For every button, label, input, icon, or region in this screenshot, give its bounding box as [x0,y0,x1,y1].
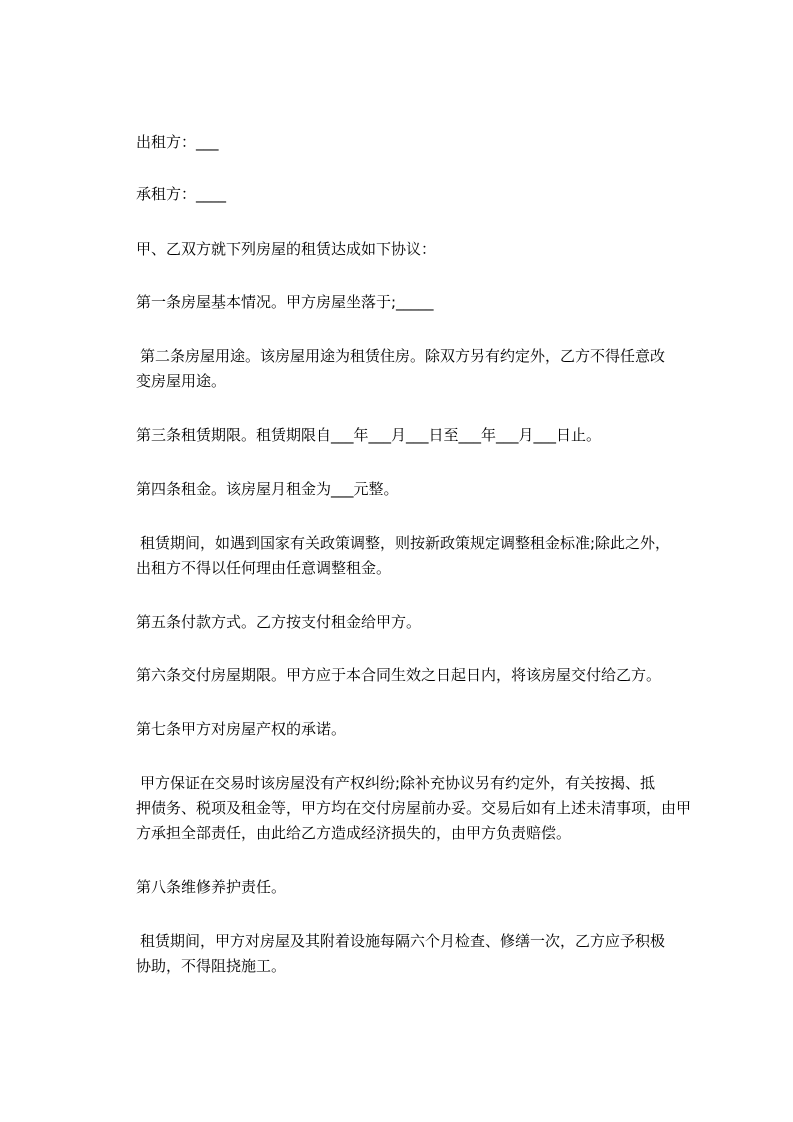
article-8: 第八条维修养护责任。 [136,878,287,896]
agreement-intro: 甲、乙双方就下列房屋的租赁达成如下协议： [136,240,437,258]
article-4: 第四条租金。该房屋月租金为___元整。 [136,480,399,498]
rent-adjust-line-1: 租赁期间，如遇到国家有关政策调整，则按新政策规定调整租金标准;除此之外， [140,534,671,552]
article-7: 第七条甲方对房屋产权的承诺。 [136,720,347,738]
maintenance-line-2: 协助，不得阻挠施工。 [136,957,287,975]
article-6: 第六条交付房屋期限。甲方应于本合同生效之日起日内，将该房屋交付给乙方。 [136,666,662,684]
article-3: 第三条租赁期限。租赁期限自___年___月___日至___年___月___日止。 [136,426,602,444]
title-guarantee-line-2: 押债务、税项及租金等，甲方均在交付房屋前办妥。交易后如有上述未清事项，由甲 [136,799,692,817]
article-2-line-2: 变房屋用途。 [136,372,227,390]
title-guarantee-line-1: 甲方保证在交易时该房屋没有产权纠纷;除补充协议另有约定外，有关按揭、抵 [140,774,656,792]
article-2-line-1: 第二条房屋用途。该房屋用途为租赁住房。除双方另有约定外，乙方不得任意改 [140,347,666,365]
lessor-line: 出租方：___ [136,133,219,151]
article-1: 第一条房屋基本情况。甲方房屋坐落于;_____ [136,293,434,311]
maintenance-line-1: 租赁期间，甲方对房屋及其附着设施每隔六个月检查、修缮一次，乙方应予积极 [140,932,666,950]
article-5: 第五条付款方式。乙方按支付租金给甲方。 [136,613,422,631]
title-guarantee-line-3: 方承担全部责任，由此给乙方造成经济损失的，由甲方负责赔偿。 [136,824,572,842]
lessee-line: 承租方：____ [136,185,227,203]
rent-adjust-line-2: 出租方不得以任何理由任意调整租金。 [136,559,392,577]
